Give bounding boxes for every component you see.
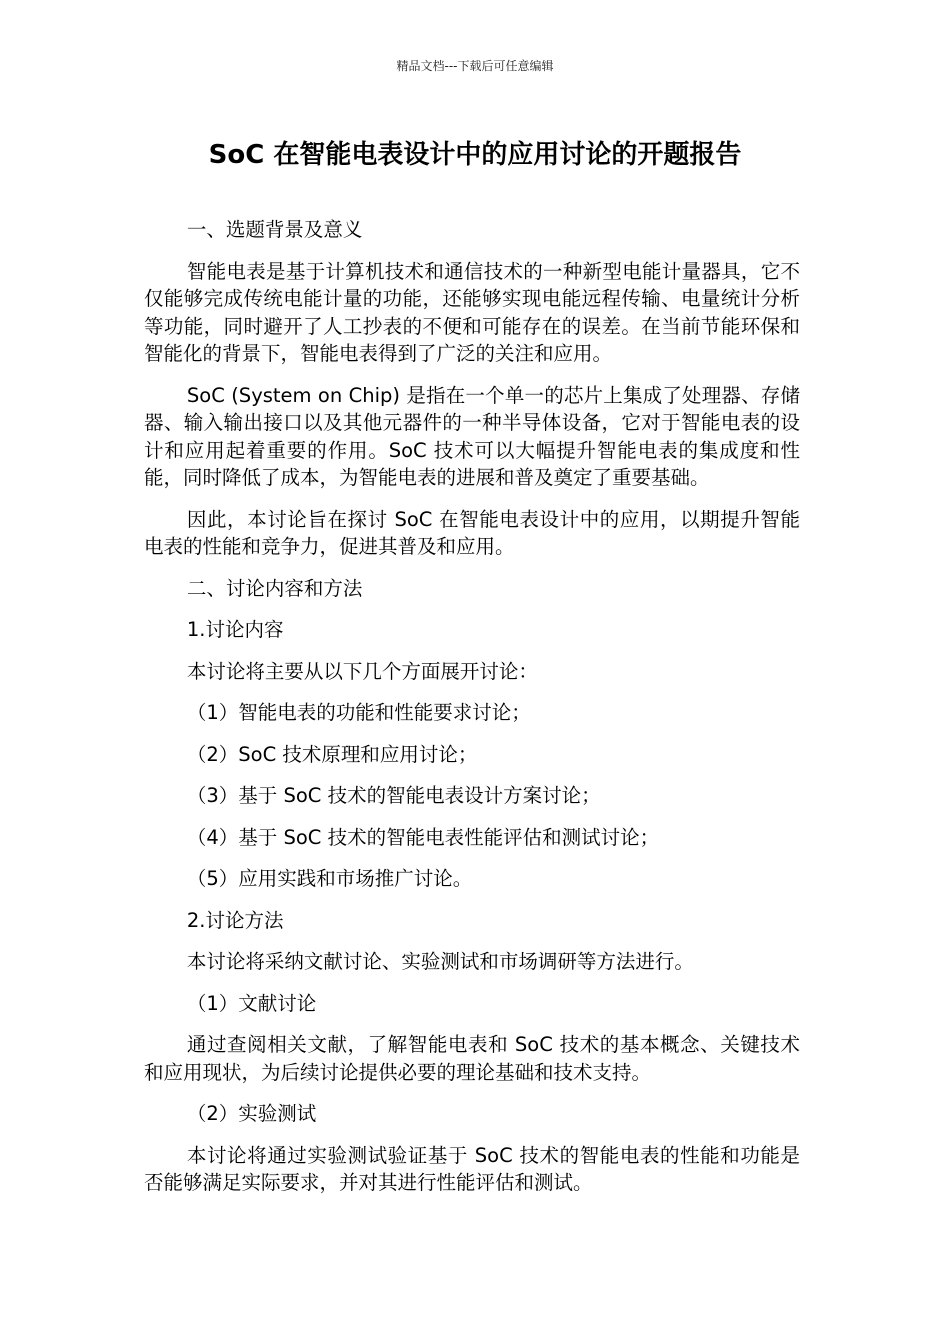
- list-item-3: （3）基于 SoC 技术的智能电表设计方案讨论；: [186, 784, 601, 807]
- paragraph-literature: 通过查阅相关文献，了解智能电表和 SoC 技术的基本概念、关键技术和应用现状，为后续讨论提供必要的理论基础和技术支持。: [144, 1033, 800, 1084]
- list-item-5: （5）应用实践和市场推广讨论。: [186, 867, 473, 890]
- paragraph-purpose: 因此，本讨论旨在探讨 SoC 在智能电表设计中的应用，以期提升智能电表的性能和竞争力，促进其普及和应用。: [144, 507, 800, 558]
- paragraph-soc-intro: SoC (System on Chip) 是指在一个单一的芯片上集成了处理器、存储器、输入输出接口以及其他元器件的一种半导体设备，它对于智能电表的设计和应用起着重要的作用。SoC 技术可以大幅提升智能电表的集成度和性能，同时降低了成本，为智能电表的进展和普及奠定了重要基础。: [144, 383, 800, 489]
- document-title: SoC 在智能电表设计中的应用讨论的开题报告: [208, 140, 742, 170]
- list-item-1: （1）智能电表的功能和性能要求讨论；: [186, 701, 531, 724]
- paragraph-content-intro: 本讨论将主要从以下几个方面展开讨论：: [186, 659, 538, 683]
- section-heading-content-methods: 二、讨论内容和方法: [186, 576, 363, 600]
- list-item-4: （4）基于 SoC 技术的智能电表性能评估和测试讨论；: [186, 825, 660, 849]
- document-body: [144, 216, 800, 1211]
- paragraph-methods-intro: 本讨论将采纳文献讨论、实验测试和市场调研等方法进行。: [186, 950, 694, 973]
- subheading-methods: 2.讨论方法: [186, 908, 284, 932]
- list-item-2: （2）SoC 技术原理和应用讨论；: [186, 742, 478, 766]
- header-note: 精品文档---下载后可任意编辑: [396, 59, 554, 73]
- section-heading-background: 一、选题背景及意义: [186, 218, 363, 241]
- subheading-content: 1.讨论内容: [186, 618, 284, 641]
- method-heading-literature: （1）文献讨论: [186, 991, 317, 1015]
- paragraph-experiment: 本讨论将通过实验测试验证基于 SoC 技术的智能电表的性能和功能是否能够满足实际要求，并对其进行性能评估和测试。: [144, 1143, 800, 1194]
- method-heading-experiment: （2）实验测试: [186, 1102, 317, 1125]
- paragraph-smart-meter-intro: 智能电表是基于计算机技术和通信技术的一种新型电能计量器具，它不仅能够完成传统电能计量的功能，还能够实现电能远程传输、电量统计分析等功能，同时避开了人工抄表的不便和可能存在的误差。在当前节能环保和智能化的背景下，智能电表得到了广泛的关注和应用。: [144, 259, 800, 365]
